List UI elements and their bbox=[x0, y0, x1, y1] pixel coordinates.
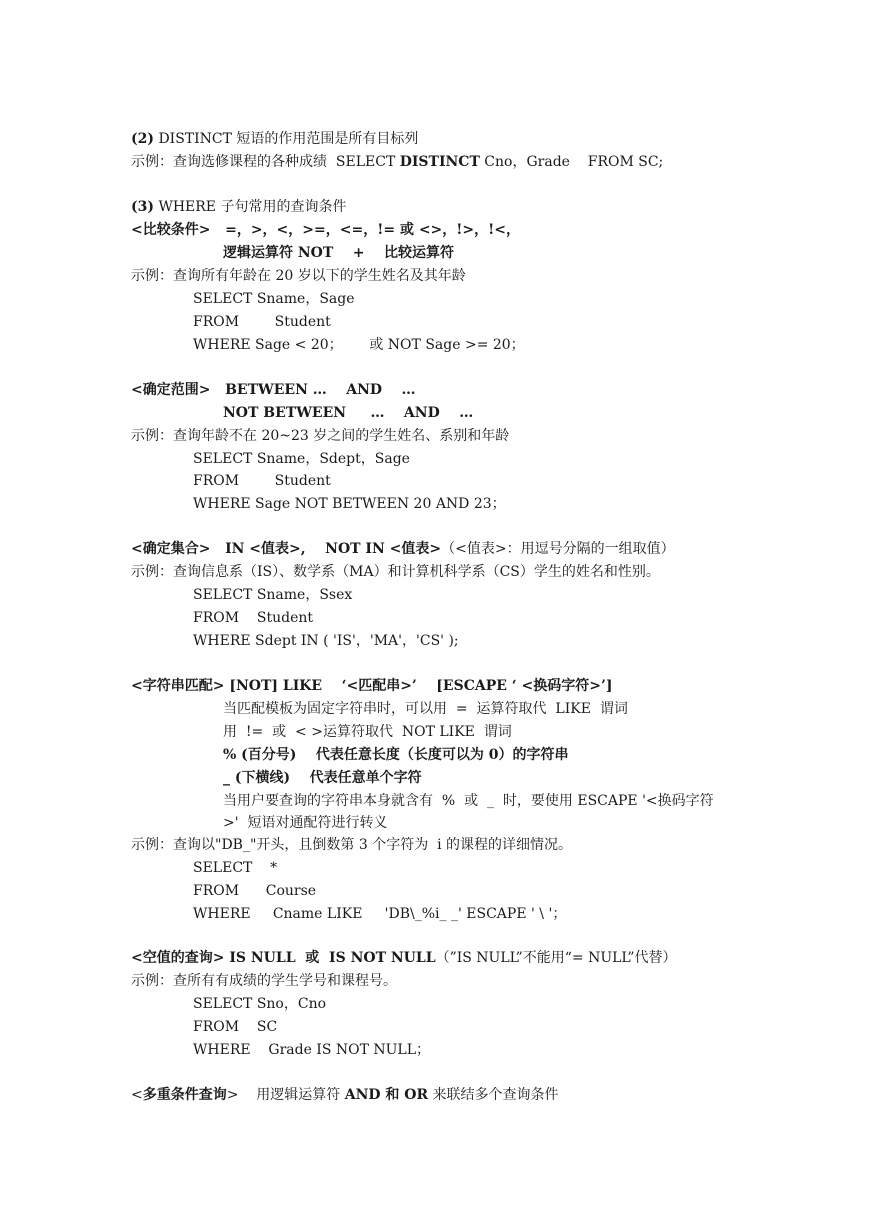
like-sql-select: SELECT * bbox=[193, 860, 278, 876]
compare-sql-where: WHERE Sage < 20； 或 NOT Sage >= 20； bbox=[193, 337, 525, 353]
range-between: BETWEEN … AND … bbox=[210, 382, 416, 398]
range-sql-where: WHERE Sage NOT BETWEEN 20 AND 23； bbox=[193, 496, 506, 512]
multi-heading bbox=[131, 1086, 559, 1104]
null-label: <空值的查询> IS NULL 或 IS NOT NULL bbox=[131, 950, 436, 966]
like-note-equal: 当匹配模板为固定字符串时，可以用 = 运算符取代 LIKE 谓词 bbox=[223, 701, 628, 717]
range-label: <确定范围> bbox=[131, 382, 211, 398]
null-heading bbox=[131, 949, 677, 967]
compare-sql-select: SELECT Sname，Sage bbox=[193, 291, 355, 307]
set-sql-select: SELECT Sname，Ssex bbox=[193, 587, 353, 603]
multi-keywords: AND 和 OR bbox=[344, 1087, 429, 1103]
set-example: 示例：查询信息系（IS）、数学系（MA）和计算机科学系（CS）学生的姓名和性别。 bbox=[131, 564, 660, 580]
like-escape-note: 当用户要查询的字符串本身就含有 % 或 _ 时，要使用 ESCAPE '<换码字符 bbox=[223, 793, 714, 809]
null-sql-where: WHERE Grade IS NOT NULL； bbox=[193, 1042, 431, 1058]
like-heading: <字符串匹配> [NOT] LIKE ‘<匹配串>’ [ESCAPE ‘ <换码字符>’] bbox=[131, 678, 613, 694]
section-2-heading bbox=[131, 130, 418, 148]
example-text: 示例：查询选修课程的各种成绩 SELECT bbox=[131, 154, 400, 170]
set-heading bbox=[131, 540, 675, 558]
set-note: （<值表>：用逗号分隔的一组取值） bbox=[441, 541, 675, 557]
null-example: 示例：查所有有成绩的学生学号和课程号。 bbox=[131, 973, 397, 989]
section-2-title: DISTINCT 短语的作用范围是所有目标列 bbox=[154, 131, 419, 147]
section-2-example bbox=[131, 153, 663, 171]
null-note: （”IS NULL”不能用“= NULL”代替） bbox=[435, 950, 677, 966]
compare-logic: 逻辑运算符 NOT + 比较运算符 bbox=[223, 245, 455, 261]
example-sql-tail: Cno，Grade FROM SC; bbox=[479, 154, 664, 170]
distinct-keyword: DISTINCT bbox=[399, 154, 480, 170]
multi-bracket-open: < bbox=[131, 1087, 143, 1103]
section-3-number: (3) bbox=[131, 199, 154, 215]
range-sql-from: FROM Student bbox=[193, 473, 331, 489]
null-sql-from: FROM SC bbox=[193, 1019, 278, 1035]
null-sql-select: SELECT Sno，Cno bbox=[193, 996, 327, 1012]
compare-heading bbox=[131, 221, 520, 239]
compare-operators: =，>，<，>=，<=，!= 或 <>，!>，!<， bbox=[210, 222, 521, 238]
compare-example: 示例：查询所有年龄在 20 岁以下的学生姓名及其年龄 bbox=[131, 268, 466, 284]
set-in: IN <值表>, NOT IN <值表> bbox=[210, 541, 442, 557]
multi-suffix: 来联结多个查询条件 bbox=[428, 1087, 559, 1103]
like-sql-where: WHERE Cname LIKE 'DB\_%i_ _' ESCAPE ' \ '； bbox=[193, 906, 567, 922]
section-3-title: WHERE 子句常用的查询条件 bbox=[154, 199, 347, 215]
like-percent: % (百分号) 代表任意长度（长度可以为 0）的字符串 bbox=[223, 747, 569, 763]
range-not-between: NOT BETWEEN … AND … bbox=[223, 405, 474, 421]
multi-text: > 用逻辑运算符 bbox=[226, 1087, 345, 1103]
range-example: 示例：查询年龄不在 20~23 岁之间的学生姓名、系别和年龄 bbox=[131, 428, 510, 444]
like-escape-note-cont: >' 短语对通配符进行转义 bbox=[223, 815, 388, 831]
compare-label: <比较条件> bbox=[131, 222, 211, 238]
compare-sql-from: FROM Student bbox=[193, 314, 331, 330]
set-label: <确定集合> bbox=[131, 541, 211, 557]
range-sql-select: SELECT Sname，Sdept，Sage bbox=[193, 451, 410, 467]
like-note-not-equal: 用 != 或 < >运算符取代 NOT LIKE 谓词 bbox=[223, 724, 512, 740]
range-heading bbox=[131, 381, 416, 399]
section-3-heading bbox=[131, 198, 346, 216]
set-sql-where: WHERE Sdept IN ( 'IS'，'MA'，'CS' ); bbox=[193, 633, 459, 649]
like-underscore: _ (下横线) 代表任意单个字符 bbox=[223, 770, 422, 786]
set-sql-from: FROM Student bbox=[193, 610, 313, 626]
like-example: 示例：查询以"DB_"开头，且倒数第 3 个字符为 i 的课程的详细情况。 bbox=[131, 837, 573, 853]
multi-label: 多重条件查询 bbox=[142, 1087, 227, 1103]
section-2-number: (2) bbox=[131, 131, 154, 147]
like-sql-from: FROM Course bbox=[193, 883, 317, 899]
